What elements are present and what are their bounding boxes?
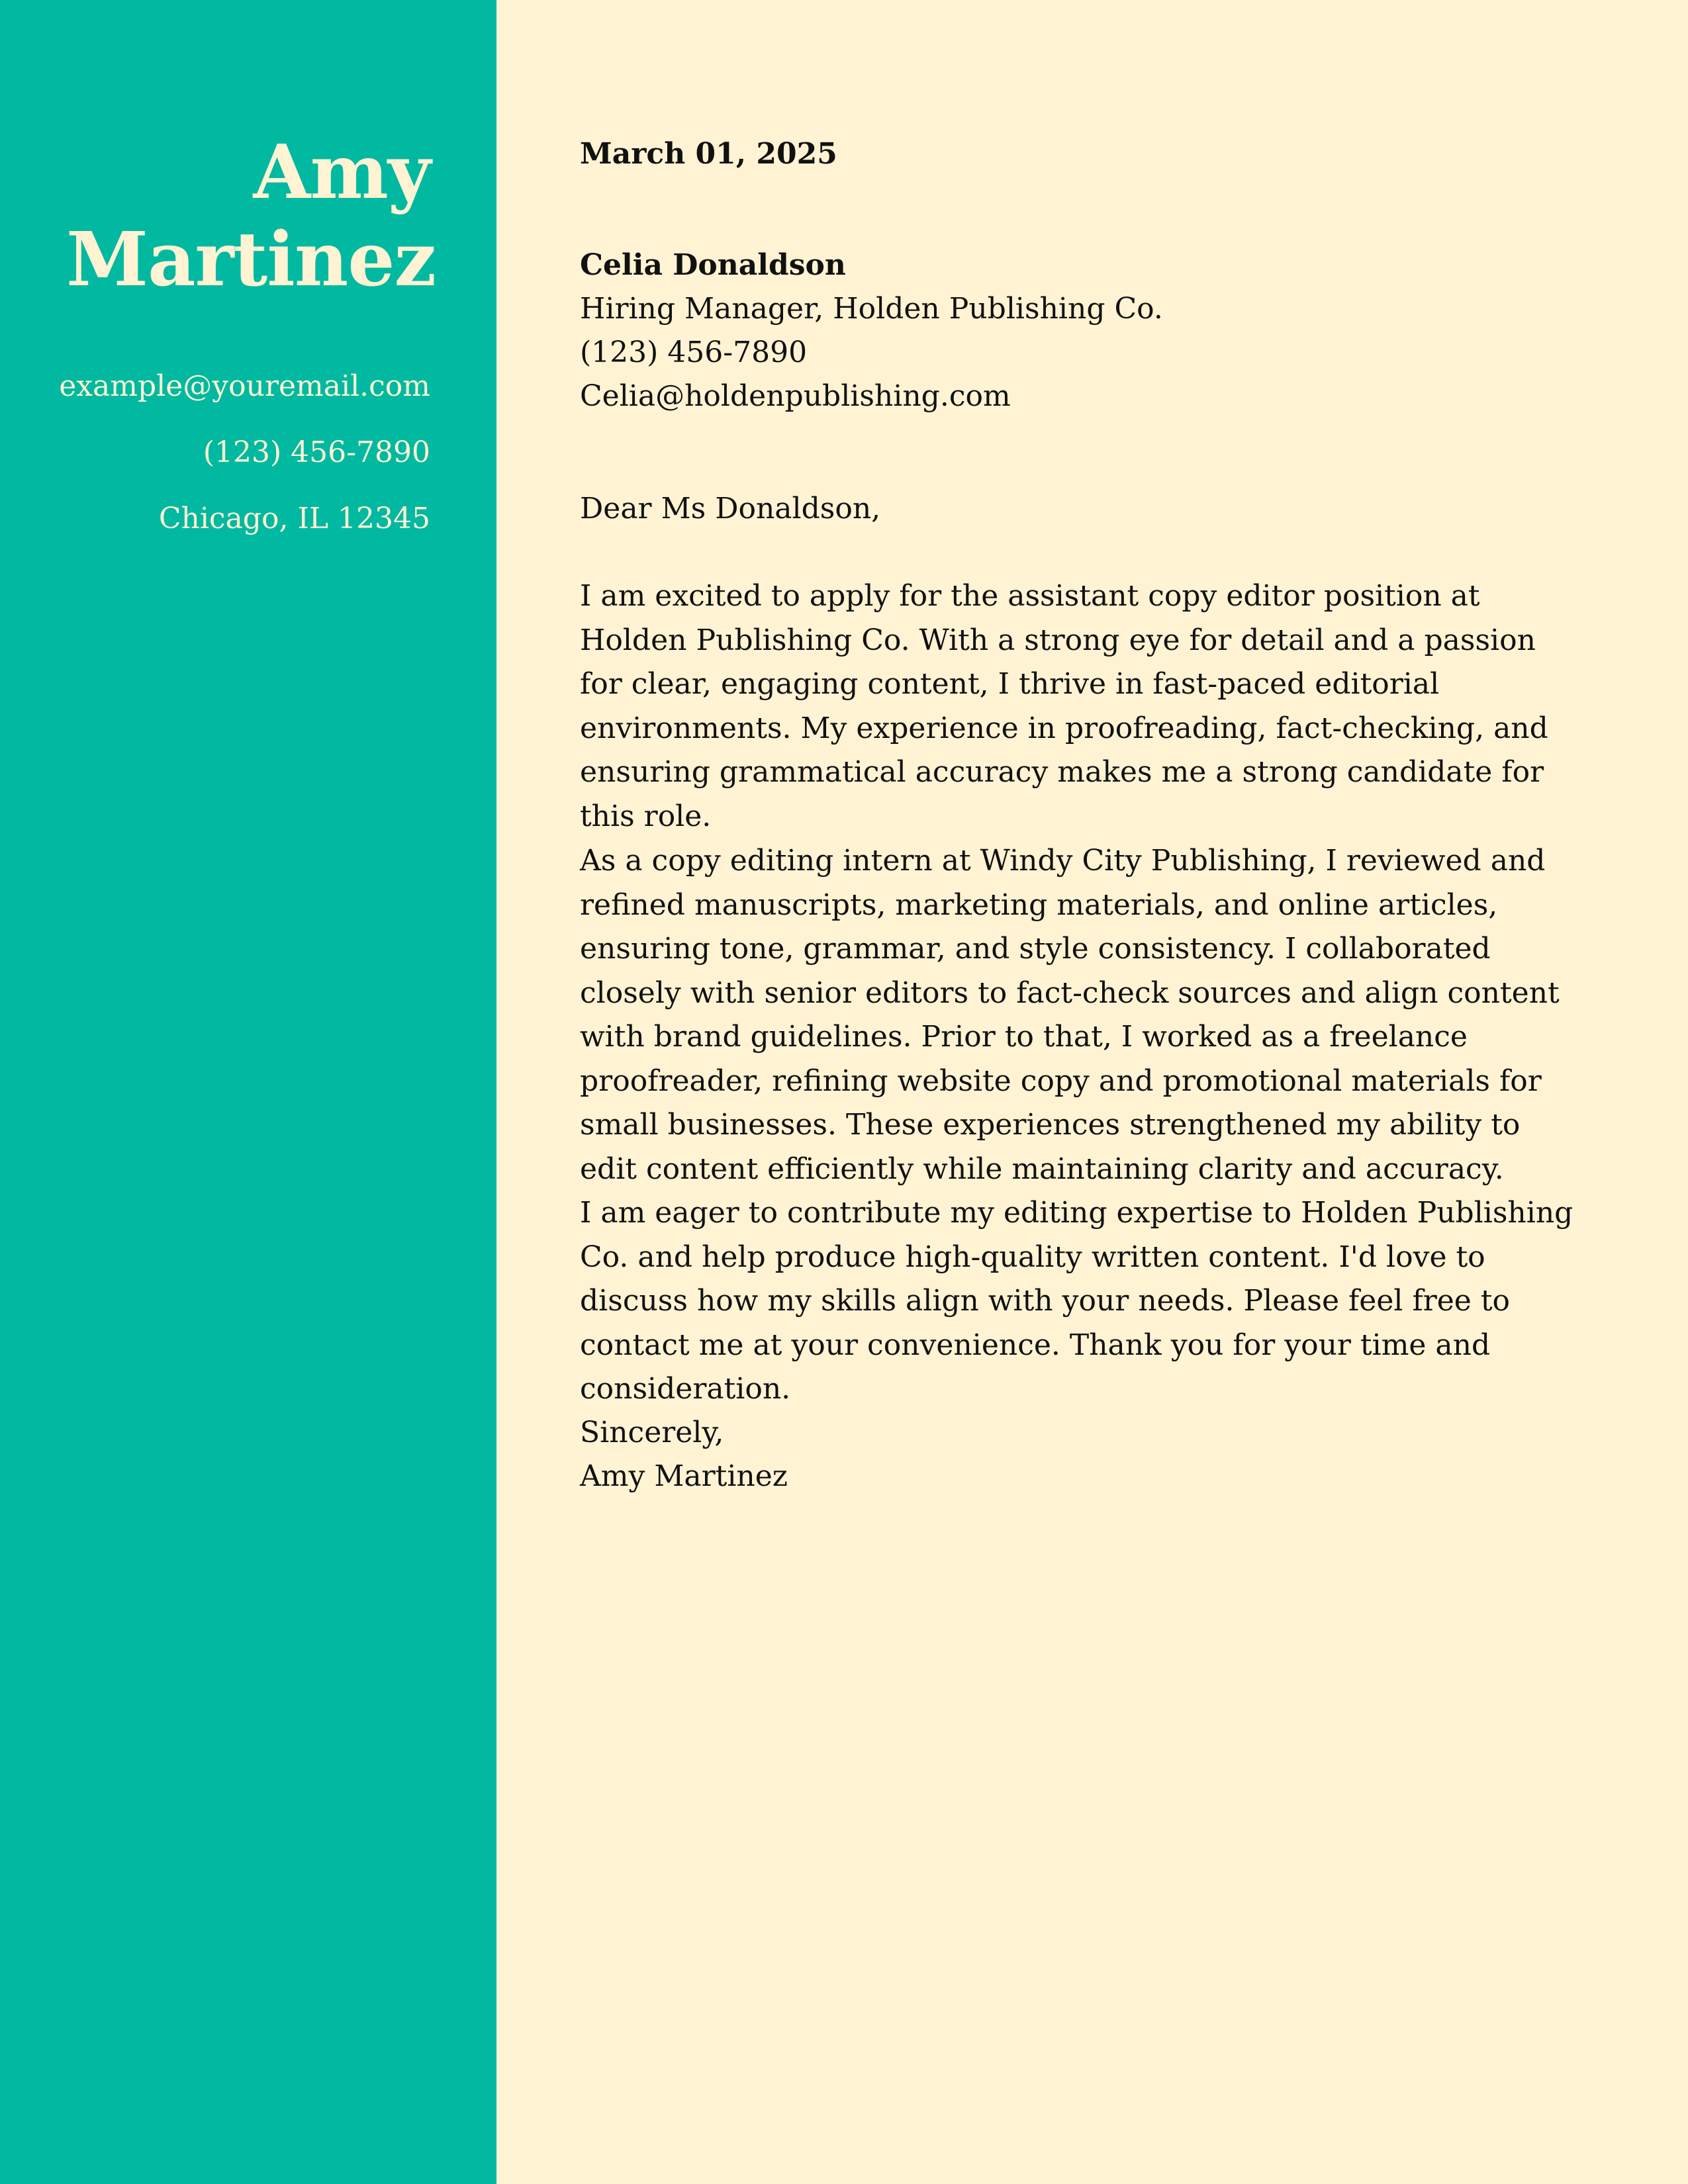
applicant-last-name: Martinez — [66, 216, 436, 303]
recipient-name: Celia Donaldson — [580, 248, 846, 282]
applicant-email: example@youremail.com — [59, 369, 430, 403]
paragraph-closing: I am eager to contribute my editing expertise to Holden Publishing Co. and help produce high-quality written content. I'd love to discuss how my skills align with your needs. Please feel free to contact me at your convenience. Thank you for your time and consideration. — [580, 1196, 1573, 1406]
paragraph-intro: I am excited to apply for the assistant copy editor position at Holden Publishing Co. With a strong eye for detail and a passion for clear, engaging content, I thrive in fast-paced editorial environments. My experience in proofreading, fact-checking, and ensuring grammatical accuracy makes me a strong candidate for this role. — [580, 579, 1548, 833]
closing: Sincerely, — [580, 1416, 724, 1449]
paragraph-experience: As a copy editing intern at Windy City Publishing, I reviewed and refined manuscripts, marketing materials, and online articles, ensuring tone, grammar, and style consistency. I collaborated closely with senior editors to fact-check sources and align content with brand guidelines. Prior to that, I worked as a freelance proofreader, refining website copy and promotional materials for small businesses. These experiences strengthened my ability to edit content efficiently while maintaining clarity and accuracy. — [580, 844, 1560, 1186]
letter-date: March 01, 2025 — [580, 137, 837, 171]
recipient-phone: (123) 456-7890 — [580, 336, 808, 369]
recipient-title: Hiring Manager, Holden Publishing Co. — [580, 292, 1163, 326]
signature: Amy Martinez — [580, 1459, 788, 1493]
applicant-phone: (123) 456-7890 — [203, 435, 430, 469]
recipient-email: Celia@holdenpublishing.com — [580, 379, 1011, 413]
applicant-location: Chicago, IL 12345 — [158, 502, 430, 535]
sidebar — [0, 0, 496, 2184]
salutation: Dear Ms Donaldson, — [580, 492, 881, 525]
applicant-name — [66, 129, 436, 304]
applicant-first-name: Amy — [253, 129, 430, 216]
